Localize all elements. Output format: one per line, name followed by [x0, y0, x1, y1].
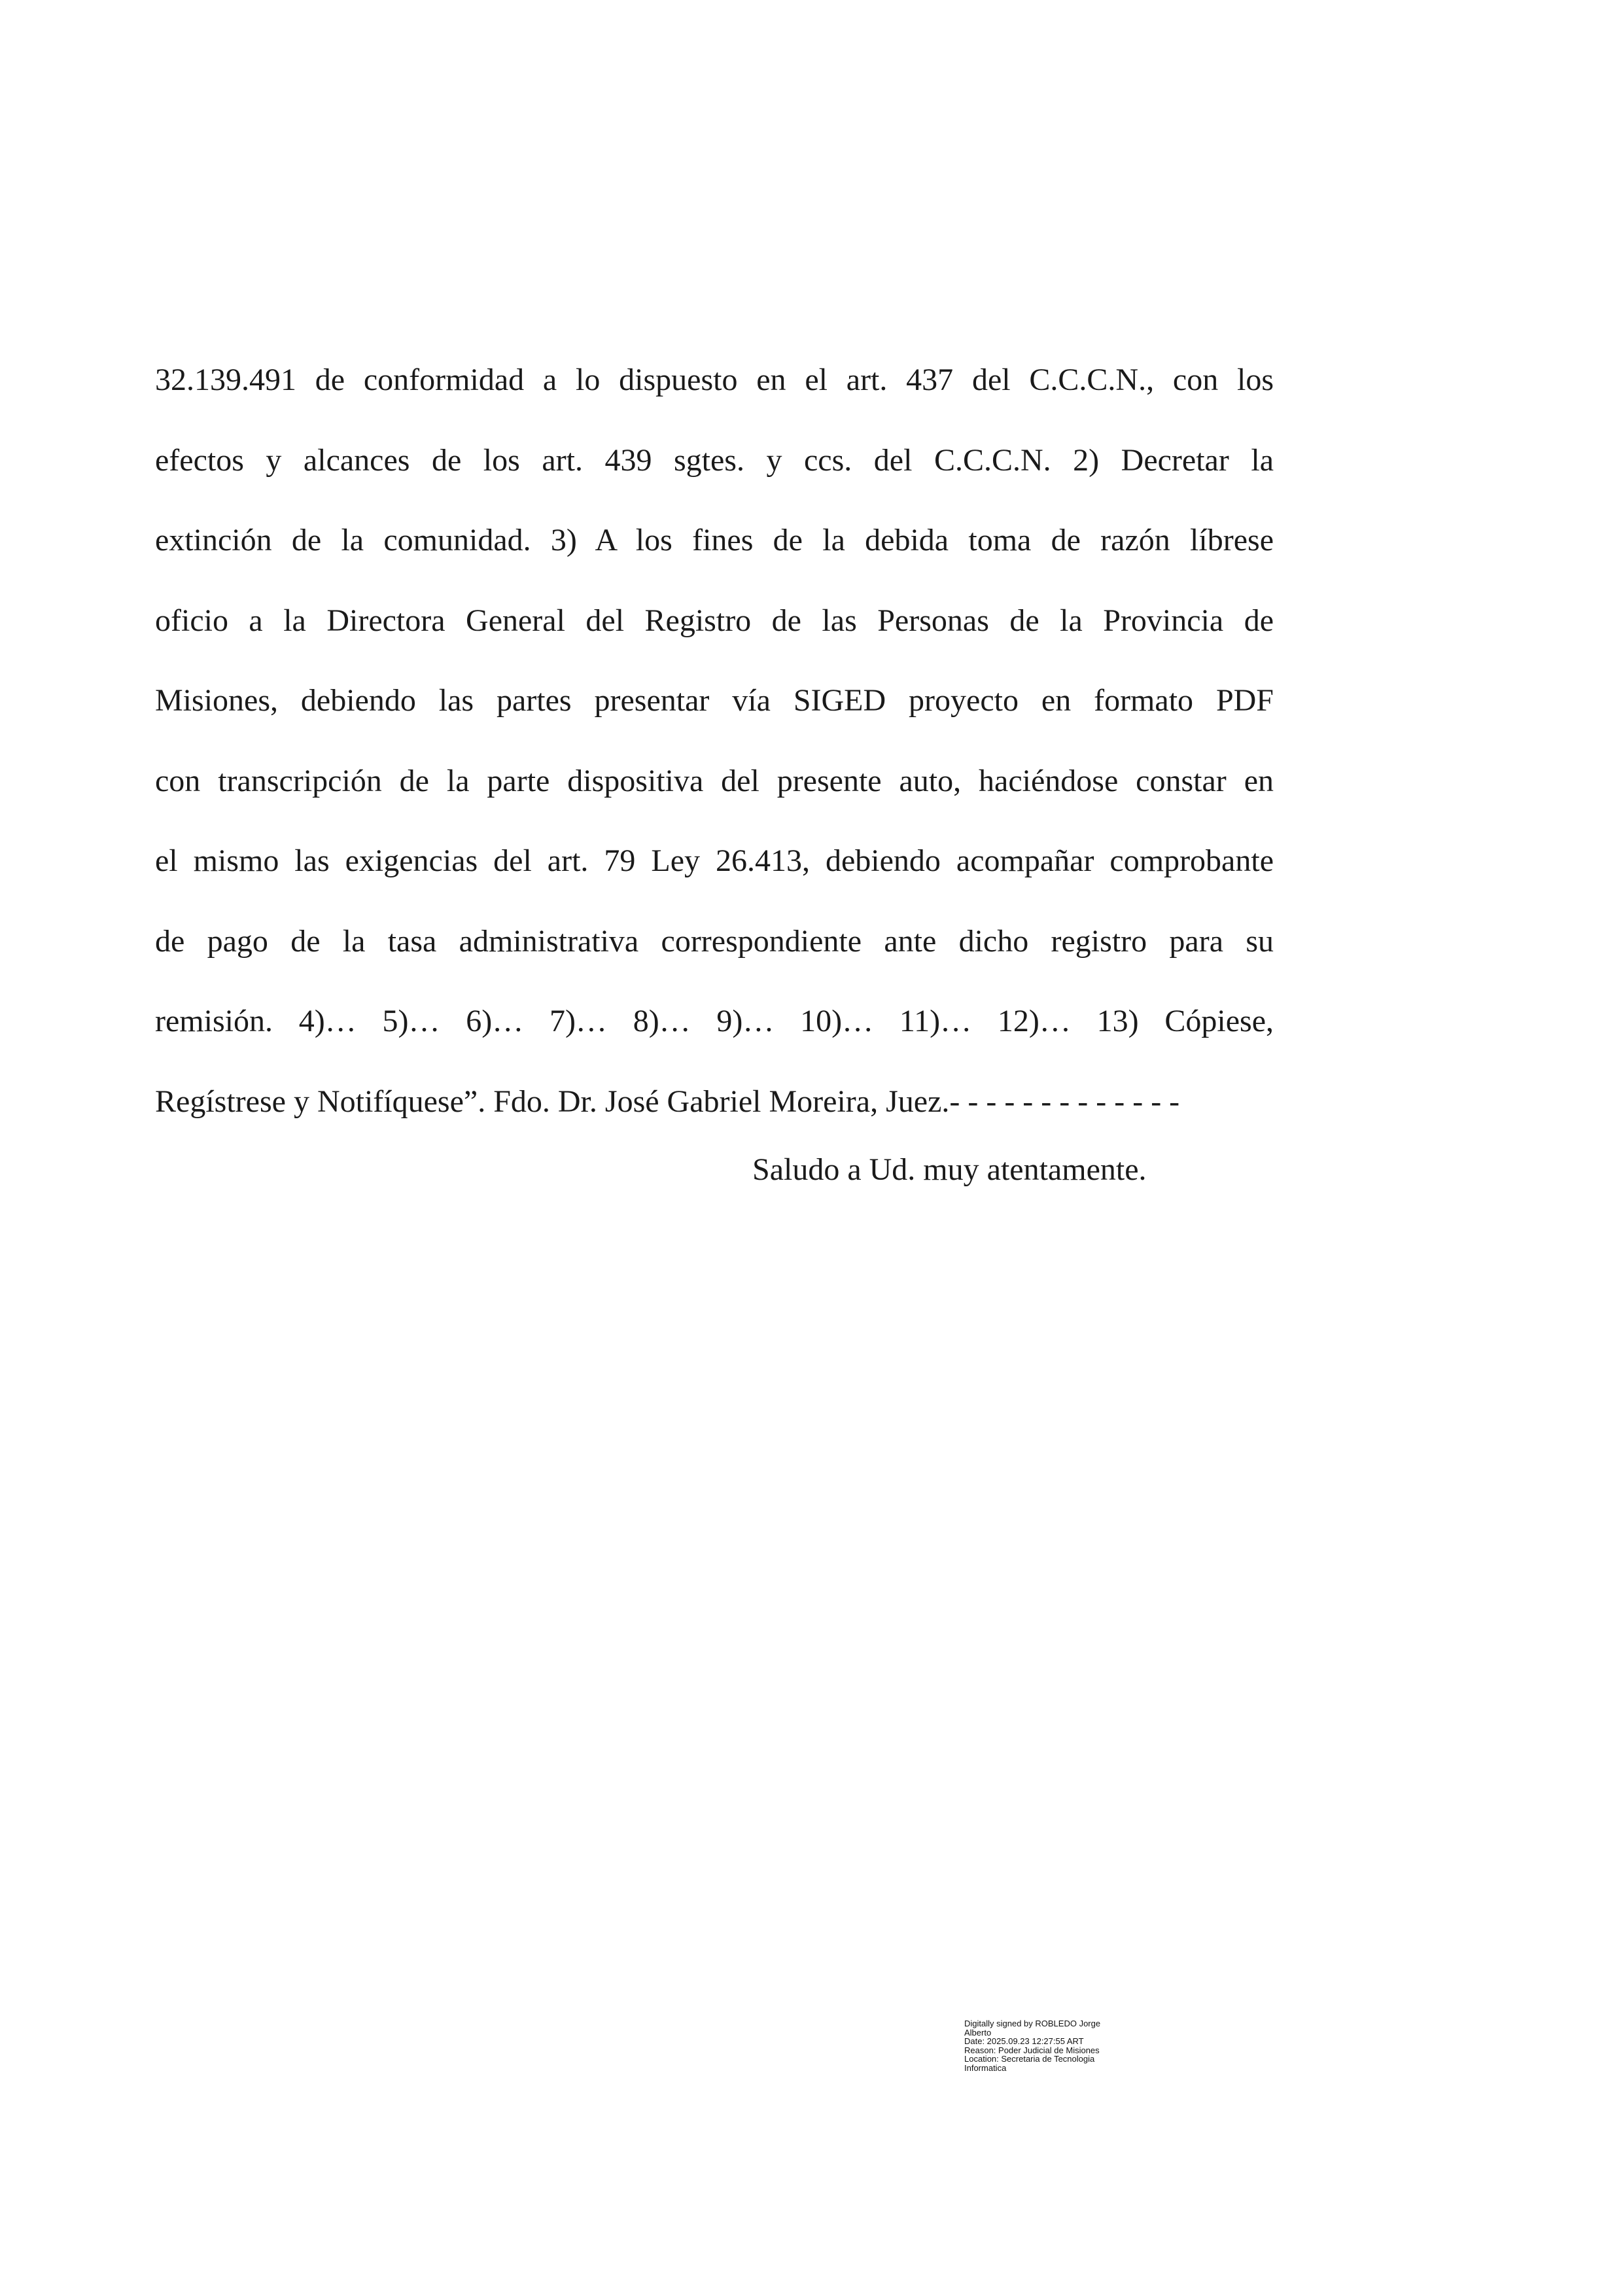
digital-signature-block: [964, 2019, 1161, 2072]
text-line: de pago de la tasa administrativa correspondiente ante dicho registro para su: [155, 923, 1274, 959]
signature-line: Alberto: [964, 2027, 992, 2038]
closing-salutation: Saludo a Ud. muy atentamente.: [752, 1152, 1147, 1187]
signature-line: Date: 2025.09.23 12:27:55 ART: [964, 2036, 1084, 2046]
signature-line: Reason: Poder Judicial de Misiones: [964, 2045, 1100, 2055]
signature-line: Informatica: [964, 2062, 1007, 2073]
resolution-text: [155, 340, 1274, 1142]
text-line: efectos y alcances de los art. 439 sgtes. y ccs. del C.C.C.N. 2) Decretar la: [155, 442, 1274, 478]
text-line: oficio a la Directora General del Registro de las Personas de la Provincia de: [155, 603, 1274, 638]
text-line: Regístrese y Notifíquese”. Fdo. Dr. José Gabriel Moreira, Juez.- - - - - - - - - - - - -: [155, 1084, 1180, 1119]
text-line: el mismo las exigencias del art. 79 Ley 26.413, debiendo acompañar comprobante: [155, 843, 1274, 878]
signature-line: Location: Secretaria de Tecnologia: [964, 2054, 1095, 2064]
text-line: extinción de la comunidad. 3) A los fines de la debida toma de razón líbrese: [155, 523, 1274, 557]
text-line: 32.139.491 de conformidad a lo dispuesto en el art. 437 del C.C.C.N., con los: [155, 362, 1274, 397]
signature-line: Digitally signed by ROBLEDO Jorge: [964, 2019, 1101, 2028]
text-line: Misiones, debiendo las partes presentar vía SIGED proyecto en formato PDF: [155, 683, 1274, 718]
text-line: remisión. 4)… 5)… 6)… 7)… 8)… 9)… 10)… 11)… 12)… 13) Cópiese,: [155, 1004, 1274, 1038]
text-line: con transcripción de la parte dispositiva del presente auto, haciéndose constar en: [155, 763, 1274, 798]
